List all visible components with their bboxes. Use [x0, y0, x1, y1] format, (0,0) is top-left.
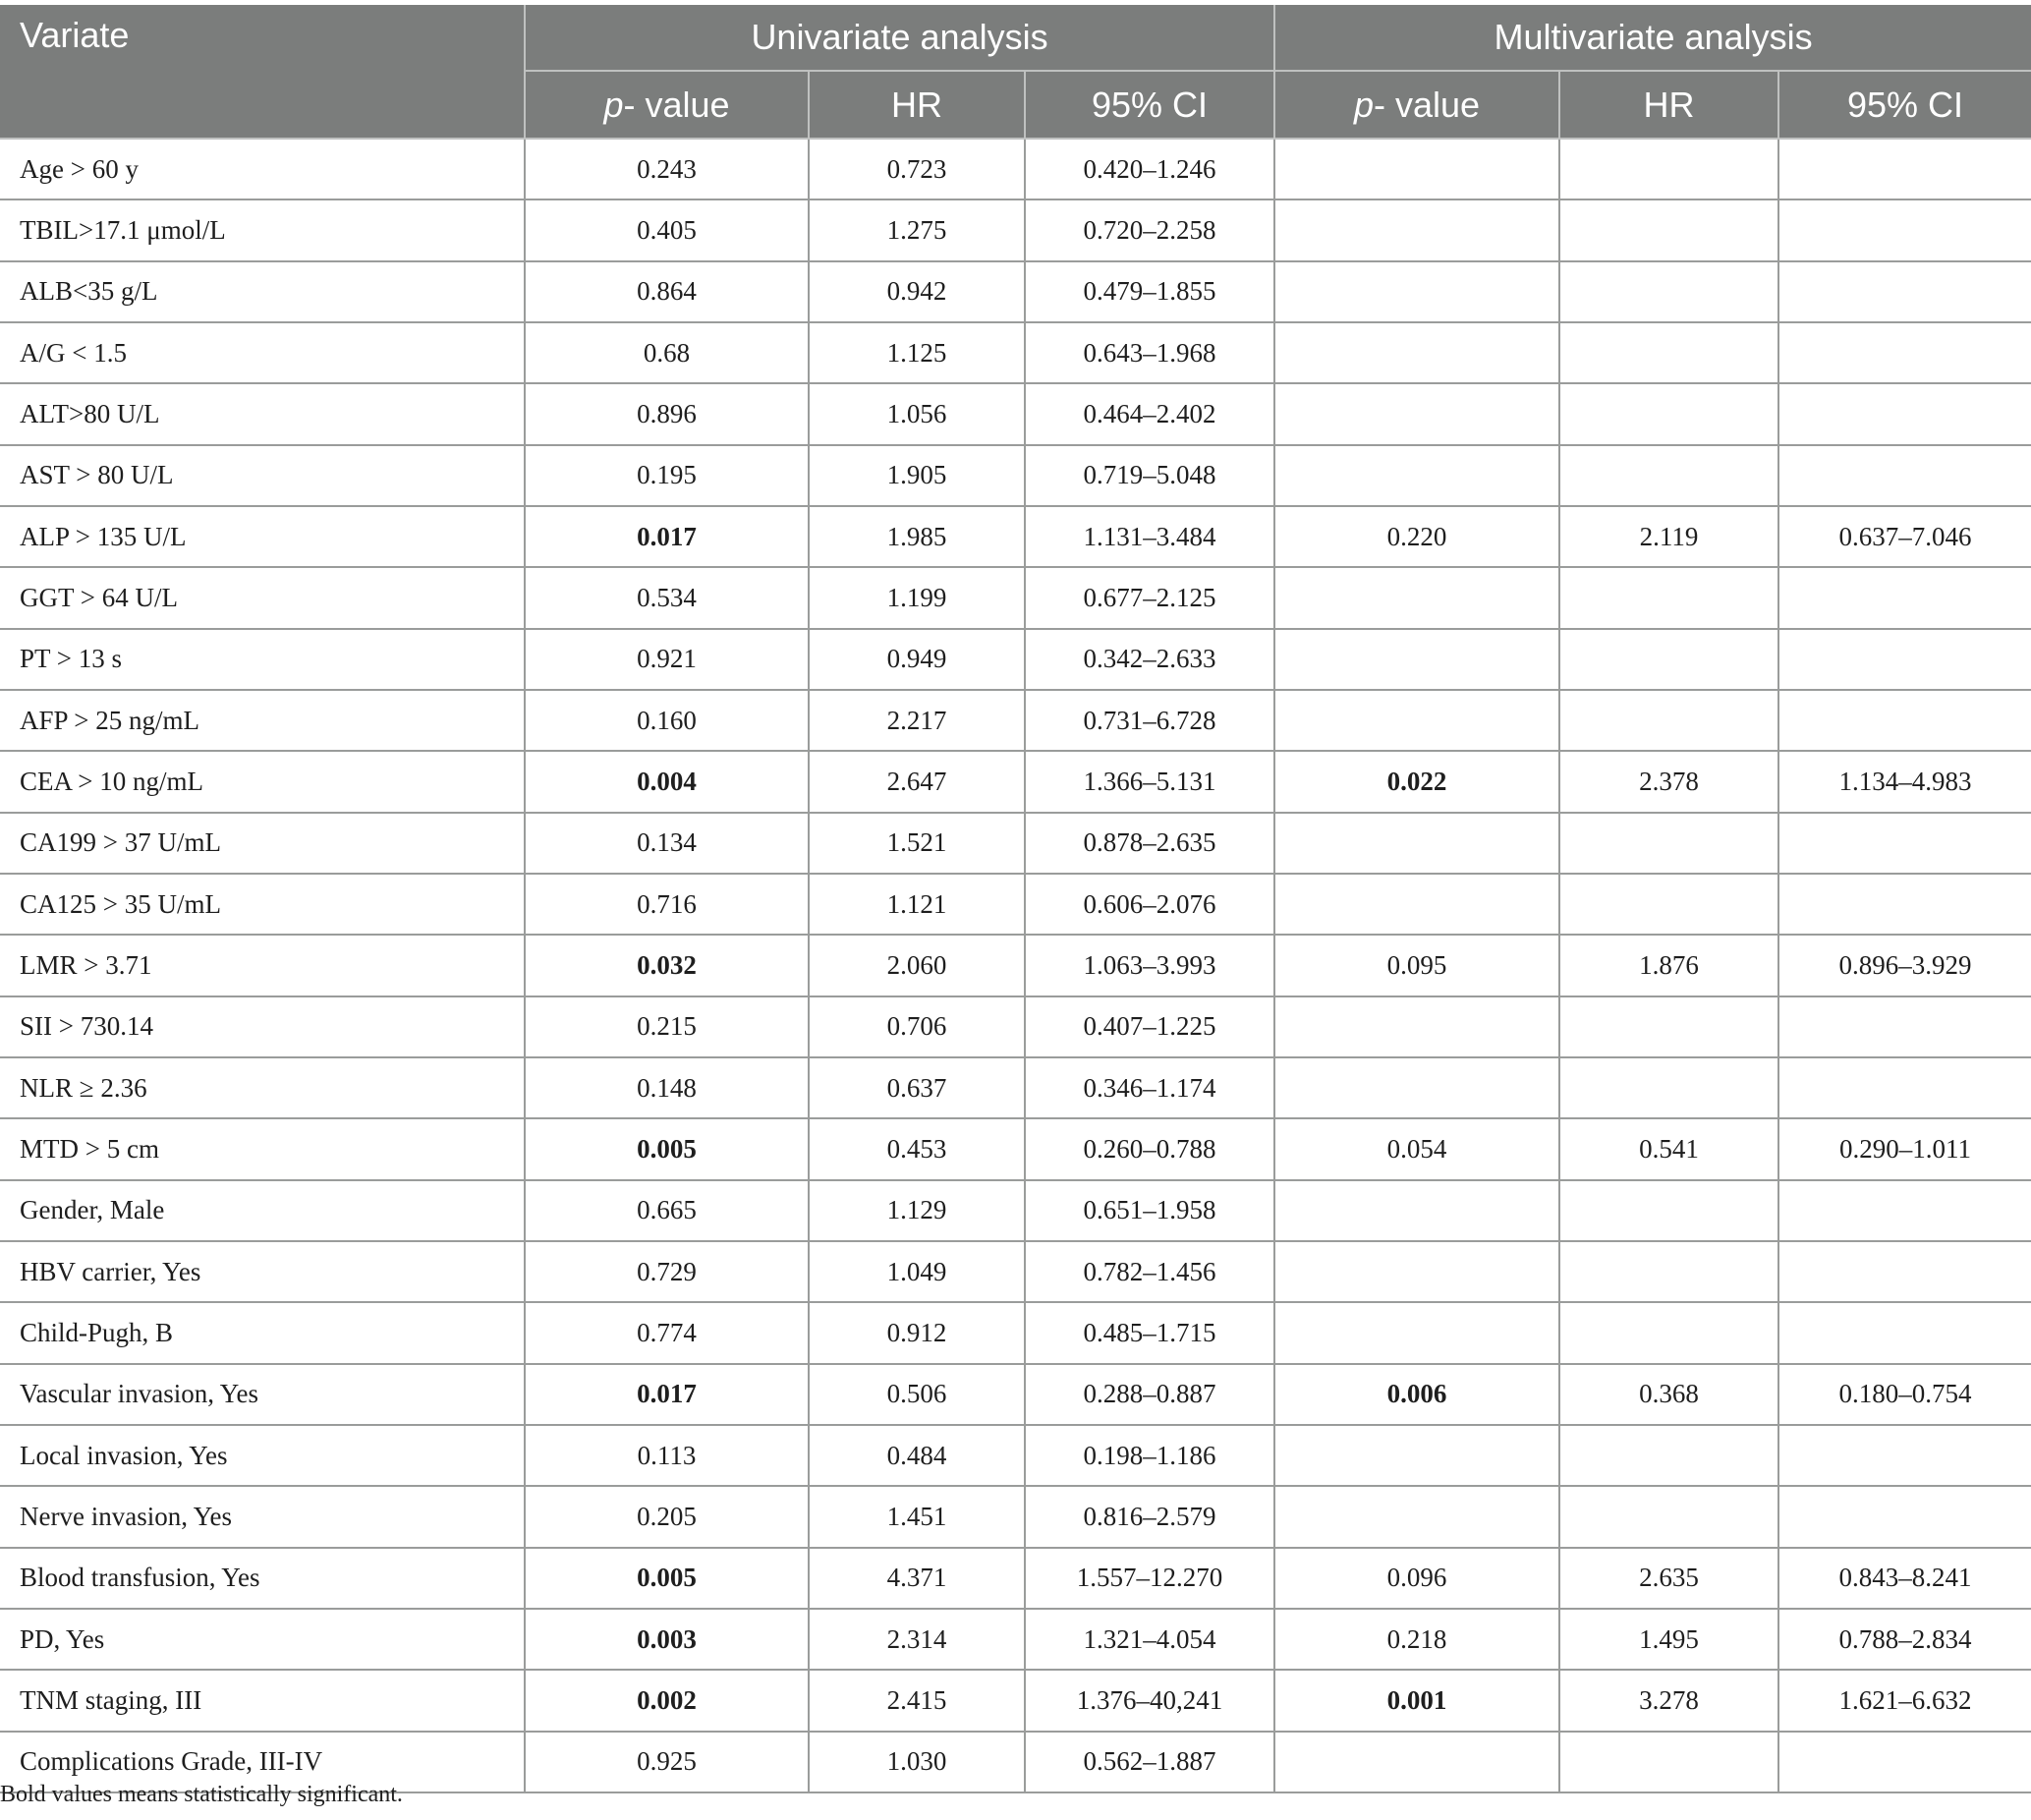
- variate-cell: CA199 > 37 U/mL: [0, 813, 525, 874]
- variate-cell: Vascular invasion, Yes: [0, 1364, 525, 1425]
- multivariate-p-value-cell: [1274, 383, 1559, 444]
- table-row: [0, 139, 2031, 199]
- variate-cell: MTD > 5 cm: [0, 1118, 525, 1179]
- multivariate-p-value-cell: [1274, 1180, 1559, 1241]
- univariate-ci-cell: 0.719–5.048: [1025, 445, 1274, 506]
- variate-cell: A/G < 1.5: [0, 322, 525, 383]
- univariate-p-value-header: p- value: [525, 71, 809, 139]
- multivariate-p-value-header: p- value: [1274, 71, 1559, 139]
- multivariate-ci-cell: 1.621–6.632: [1778, 1670, 2031, 1731]
- univariate-hr-cell: 0.506: [809, 1364, 1025, 1425]
- multivariate-ci-cell: [1778, 322, 2031, 383]
- multivariate-p-value-cell: [1274, 1425, 1559, 1486]
- univariate-hr-cell: 2.415: [809, 1670, 1025, 1731]
- table-row: [0, 1057, 2031, 1118]
- multivariate-p-value-cell: [1274, 1732, 1559, 1792]
- univariate-hr-cell: 1.905: [809, 445, 1025, 506]
- univariate-hr-cell: 1.049: [809, 1241, 1025, 1302]
- univariate-ci-cell: 0.420–1.246: [1025, 139, 1274, 199]
- multivariate-p-value-cell: 0.218: [1274, 1609, 1559, 1670]
- variate-cell: Complications Grade, III-IV: [0, 1732, 525, 1792]
- univariate-hr-cell: 1.985: [809, 506, 1025, 567]
- multivariate-hr-cell: [1559, 139, 1778, 199]
- multivariate-ci-cell: 0.637–7.046: [1778, 506, 2031, 567]
- univariate-ci-cell: 1.321–4.054: [1025, 1609, 1274, 1670]
- multivariate-p-value-cell: [1274, 690, 1559, 751]
- table-row: [0, 1241, 2031, 1302]
- variate-cell: TNM staging, III: [0, 1670, 525, 1731]
- multivariate-hr-cell: [1559, 1057, 1778, 1118]
- multivariate-ci-cell: [1778, 1241, 2031, 1302]
- regression-table: [0, 5, 2031, 1793]
- multivariate-hr-cell: [1559, 445, 1778, 506]
- multivariate-ci-cell: [1778, 874, 2031, 935]
- univariate-p-value-cell: 0.729: [525, 1241, 809, 1302]
- variate-header: Variate: [0, 5, 525, 139]
- univariate-hr-cell: 1.121: [809, 874, 1025, 935]
- table-row: [0, 1425, 2031, 1486]
- multivariate-hr-cell: [1559, 1180, 1778, 1241]
- multivariate-ci-cell: [1778, 445, 2031, 506]
- univariate-ci-cell: 0.562–1.887: [1025, 1732, 1274, 1792]
- univariate-p-value-cell: 0.925: [525, 1732, 809, 1792]
- multivariate-hr-cell: 2.119: [1559, 506, 1778, 567]
- univariate-p-value-cell: 0.148: [525, 1057, 809, 1118]
- multivariate-ci-cell: 0.180–0.754: [1778, 1364, 2031, 1425]
- univariate-ci-cell: 0.479–1.855: [1025, 261, 1274, 322]
- multivariate-p-value-cell: 0.006: [1274, 1364, 1559, 1425]
- multivariate-ci-cell: [1778, 383, 2031, 444]
- variate-cell: AFP > 25 ng/mL: [0, 690, 525, 751]
- variate-cell: Nerve invasion, Yes: [0, 1486, 525, 1547]
- variate-cell: AST > 80 U/L: [0, 445, 525, 506]
- multivariate-hr-cell: [1559, 322, 1778, 383]
- multivariate-hr-cell: [1559, 383, 1778, 444]
- univariate-ci-cell: 0.464–2.402: [1025, 383, 1274, 444]
- multivariate-ci-cell: [1778, 813, 2031, 874]
- univariate-ci-cell: 0.198–1.186: [1025, 1425, 1274, 1486]
- table-row: [0, 199, 2031, 260]
- univariate-ci-cell: 0.878–2.635: [1025, 813, 1274, 874]
- multivariate-ci-cell: [1778, 199, 2031, 260]
- univariate-hr-cell: 0.706: [809, 996, 1025, 1057]
- univariate-p-value-cell: 0.005: [525, 1548, 809, 1609]
- multivariate-ci-cell: [1778, 567, 2031, 628]
- multivariate-hr-cell: [1559, 813, 1778, 874]
- multivariate-hr-cell: 0.368: [1559, 1364, 1778, 1425]
- univariate-p-value-cell: 0.005: [525, 1118, 809, 1179]
- univariate-p-value-cell: 0.134: [525, 813, 809, 874]
- multivariate-hr-cell: [1559, 567, 1778, 628]
- univariate-hr-cell: 4.371: [809, 1548, 1025, 1609]
- multivariate-hr-cell: [1559, 629, 1778, 690]
- table-row: [0, 383, 2031, 444]
- univariate-p-value-cell: 0.243: [525, 139, 809, 199]
- univariate-ci-cell: 1.557–12.270: [1025, 1548, 1274, 1609]
- table-row: [0, 1548, 2031, 1609]
- multivariate-p-value-cell: [1274, 996, 1559, 1057]
- multivariate-ci-cell: [1778, 1486, 2031, 1547]
- multivariate-hr-cell: [1559, 1486, 1778, 1547]
- table-row: [0, 629, 2031, 690]
- multivariate-p-value-cell: [1274, 1486, 1559, 1547]
- multivariate-p-value-cell: [1274, 1302, 1559, 1363]
- multivariate-hr-cell: [1559, 874, 1778, 935]
- univariate-hr-cell: 1.275: [809, 199, 1025, 260]
- univariate-ci-cell: 0.485–1.715: [1025, 1302, 1274, 1363]
- univariate-hr-cell: 1.521: [809, 813, 1025, 874]
- univariate-p-value-cell: 0.002: [525, 1670, 809, 1731]
- header-row-groups: [0, 5, 2031, 71]
- multivariate-hr-cell: [1559, 199, 1778, 260]
- univariate-hr-cell: 1.125: [809, 322, 1025, 383]
- univariate-p-value-cell: 0.017: [525, 1364, 809, 1425]
- multivariate-p-value-cell: [1274, 445, 1559, 506]
- table-row: [0, 1180, 2031, 1241]
- table-row: [0, 1486, 2031, 1547]
- univariate-header: Univariate analysis: [525, 5, 1274, 71]
- multivariate-p-value-cell: 0.096: [1274, 1548, 1559, 1609]
- table-row: [0, 1609, 2031, 1670]
- univariate-p-value-cell: 0.017: [525, 506, 809, 567]
- univariate-hr-cell: 0.723: [809, 139, 1025, 199]
- univariate-p-value-cell: 0.215: [525, 996, 809, 1057]
- univariate-hr-cell: 1.056: [809, 383, 1025, 444]
- multivariate-hr-cell: [1559, 1302, 1778, 1363]
- multivariate-ci-cell: [1778, 139, 2031, 199]
- multivariate-ci-cell: 1.134–4.983: [1778, 751, 2031, 812]
- variate-cell: SII > 730.14: [0, 996, 525, 1057]
- multivariate-ci-cell: [1778, 1302, 2031, 1363]
- univariate-hr-cell: 2.217: [809, 690, 1025, 751]
- univariate-hr-cell: 2.314: [809, 1609, 1025, 1670]
- univariate-ci-cell: 0.643–1.968: [1025, 322, 1274, 383]
- multivariate-p-value-cell: [1274, 322, 1559, 383]
- table-row: [0, 1118, 2031, 1179]
- univariate-p-value-cell: 0.665: [525, 1180, 809, 1241]
- variate-cell: HBV carrier, Yes: [0, 1241, 525, 1302]
- univariate-p-value-cell: 0.534: [525, 567, 809, 628]
- variate-cell: ALP > 135 U/L: [0, 506, 525, 567]
- univariate-ci-cell: 0.731–6.728: [1025, 690, 1274, 751]
- multivariate-p-value-cell: [1274, 874, 1559, 935]
- multivariate-ci-cell: [1778, 996, 2031, 1057]
- univariate-hr-cell: 1.129: [809, 1180, 1025, 1241]
- multivariate-hr-cell: [1559, 1425, 1778, 1486]
- table-row: [0, 996, 2031, 1057]
- univariate-ci-cell: 0.288–0.887: [1025, 1364, 1274, 1425]
- table-row: [0, 567, 2031, 628]
- univariate-p-value-cell: 0.195: [525, 445, 809, 506]
- univariate-hr-cell: 0.484: [809, 1425, 1025, 1486]
- multivariate-p-value-cell: 0.054: [1274, 1118, 1559, 1179]
- univariate-hr-cell: 0.942: [809, 261, 1025, 322]
- variate-cell: Local invasion, Yes: [0, 1425, 525, 1486]
- univariate-ci-cell: 1.131–3.484: [1025, 506, 1274, 567]
- multivariate-hr-cell: [1559, 690, 1778, 751]
- table-row: [0, 1364, 2031, 1425]
- multivariate-p-value-cell: [1274, 813, 1559, 874]
- table-row: [0, 690, 2031, 751]
- univariate-hr-cell: 1.030: [809, 1732, 1025, 1792]
- univariate-p-value-cell: 0.864: [525, 261, 809, 322]
- multivariate-hr-header: HR: [1559, 71, 1778, 139]
- univariate-hr-cell: 2.647: [809, 751, 1025, 812]
- variate-cell: NLR ≥ 2.36: [0, 1057, 525, 1118]
- univariate-p-value-cell: 0.160: [525, 690, 809, 751]
- variate-cell: PT > 13 s: [0, 629, 525, 690]
- table-row: [0, 261, 2031, 322]
- variate-cell: LMR > 3.71: [0, 935, 525, 995]
- multivariate-p-value-cell: [1274, 567, 1559, 628]
- table-row: [0, 322, 2031, 383]
- univariate-p-value-cell: 0.003: [525, 1609, 809, 1670]
- univariate-ci-cell: 1.376–40,241: [1025, 1670, 1274, 1731]
- univariate-p-value-cell: 0.921: [525, 629, 809, 690]
- multivariate-ci-cell: 0.896–3.929: [1778, 935, 2031, 995]
- multivariate-ci-cell: [1778, 629, 2031, 690]
- univariate-ci-cell: 0.816–2.579: [1025, 1486, 1274, 1547]
- univariate-hr-cell: 0.912: [809, 1302, 1025, 1363]
- multivariate-ci-cell: [1778, 1057, 2031, 1118]
- multivariate-ci-cell: [1778, 1732, 2031, 1792]
- univariate-p-value-cell: 0.205: [525, 1486, 809, 1547]
- multivariate-p-value-cell: [1274, 629, 1559, 690]
- variate-cell: Child-Pugh, B: [0, 1302, 525, 1363]
- multivariate-hr-cell: [1559, 996, 1778, 1057]
- univariate-ci-cell: 0.720–2.258: [1025, 199, 1274, 260]
- table-row: [0, 935, 2031, 995]
- multivariate-ci-cell: [1778, 261, 2031, 322]
- multivariate-p-value-cell: 0.022: [1274, 751, 1559, 812]
- univariate-p-value-cell: 0.716: [525, 874, 809, 935]
- variate-cell: GGT > 64 U/L: [0, 567, 525, 628]
- table-row: [0, 751, 2031, 812]
- multivariate-p-value-cell: 0.220: [1274, 506, 1559, 567]
- multivariate-p-value-cell: [1274, 139, 1559, 199]
- multivariate-ci-cell: [1778, 690, 2031, 751]
- univariate-ci-header: 95% CI: [1025, 71, 1274, 139]
- table-row: [0, 506, 2031, 567]
- variate-cell: CA125 > 35 U/mL: [0, 874, 525, 935]
- univariate-ci-cell: 1.366–5.131: [1025, 751, 1274, 812]
- variate-cell: Gender, Male: [0, 1180, 525, 1241]
- multivariate-ci-cell: [1778, 1180, 2031, 1241]
- multivariate-p-value-cell: [1274, 261, 1559, 322]
- variate-cell: CEA > 10 ng/mL: [0, 751, 525, 812]
- univariate-ci-cell: 0.342–2.633: [1025, 629, 1274, 690]
- multivariate-p-value-cell: 0.095: [1274, 935, 1559, 995]
- univariate-ci-cell: 0.782–1.456: [1025, 1241, 1274, 1302]
- univariate-hr-cell: 0.949: [809, 629, 1025, 690]
- univariate-p-value-cell: 0.113: [525, 1425, 809, 1486]
- multivariate-p-value-cell: 0.001: [1274, 1670, 1559, 1731]
- multivariate-ci-cell: [1778, 1425, 2031, 1486]
- table-footnote: Bold values means statistically significant.: [0, 1782, 403, 1807]
- multivariate-hr-cell: 0.541: [1559, 1118, 1778, 1179]
- multivariate-ci-cell: 0.788–2.834: [1778, 1609, 2031, 1670]
- multivariate-ci-cell: 0.290–1.011: [1778, 1118, 2031, 1179]
- univariate-ci-cell: 0.677–2.125: [1025, 567, 1274, 628]
- univariate-hr-cell: 0.453: [809, 1118, 1025, 1179]
- univariate-ci-cell: 1.063–3.993: [1025, 935, 1274, 995]
- table-row: [0, 813, 2031, 874]
- univariate-hr-cell: 2.060: [809, 935, 1025, 995]
- univariate-hr-cell: 1.451: [809, 1486, 1025, 1547]
- variate-cell: Blood transfusion, Yes: [0, 1548, 525, 1609]
- multivariate-p-value-cell: [1274, 1241, 1559, 1302]
- univariate-hr-header: HR: [809, 71, 1025, 139]
- variate-cell: ALT>80 U/L: [0, 383, 525, 444]
- univariate-ci-cell: 0.606–2.076: [1025, 874, 1274, 935]
- table-body: [0, 139, 2031, 1792]
- univariate-p-value-cell: 0.032: [525, 935, 809, 995]
- multivariate-hr-cell: [1559, 1241, 1778, 1302]
- multivariate-hr-cell: 3.278: [1559, 1670, 1778, 1731]
- multivariate-header: Multivariate analysis: [1274, 5, 2031, 71]
- multivariate-ci-cell: 0.843–8.241: [1778, 1548, 2031, 1609]
- univariate-p-value-cell: 0.68: [525, 322, 809, 383]
- table-row: [0, 874, 2031, 935]
- variate-cell: ALB<35 g/L: [0, 261, 525, 322]
- univariate-p-value-cell: 0.004: [525, 751, 809, 812]
- univariate-p-value-cell: 0.405: [525, 199, 809, 260]
- multivariate-hr-cell: 2.635: [1559, 1548, 1778, 1609]
- univariate-ci-cell: 0.407–1.225: [1025, 996, 1274, 1057]
- univariate-ci-cell: 0.651–1.958: [1025, 1180, 1274, 1241]
- univariate-hr-cell: 1.199: [809, 567, 1025, 628]
- multivariate-p-value-cell: [1274, 199, 1559, 260]
- variate-cell: PD, Yes: [0, 1609, 525, 1670]
- univariate-hr-cell: 0.637: [809, 1057, 1025, 1118]
- multivariate-p-value-cell: [1274, 1057, 1559, 1118]
- table-row: [0, 1302, 2031, 1363]
- multivariate-hr-cell: 2.378: [1559, 751, 1778, 812]
- multivariate-hr-cell: 1.876: [1559, 935, 1778, 995]
- univariate-ci-cell: 0.260–0.788: [1025, 1118, 1274, 1179]
- variate-cell: Age > 60 y: [0, 139, 525, 199]
- univariate-ci-cell: 0.346–1.174: [1025, 1057, 1274, 1118]
- univariate-p-value-cell: 0.774: [525, 1302, 809, 1363]
- table-row: [0, 445, 2031, 506]
- multivariate-ci-header: 95% CI: [1778, 71, 2031, 139]
- variate-cell: TBIL>17.1 μmol/L: [0, 199, 525, 260]
- table-row: [0, 1670, 2031, 1731]
- multivariate-hr-cell: [1559, 261, 1778, 322]
- univariate-p-value-cell: 0.896: [525, 383, 809, 444]
- multivariate-hr-cell: 1.495: [1559, 1609, 1778, 1670]
- multivariate-hr-cell: [1559, 1732, 1778, 1792]
